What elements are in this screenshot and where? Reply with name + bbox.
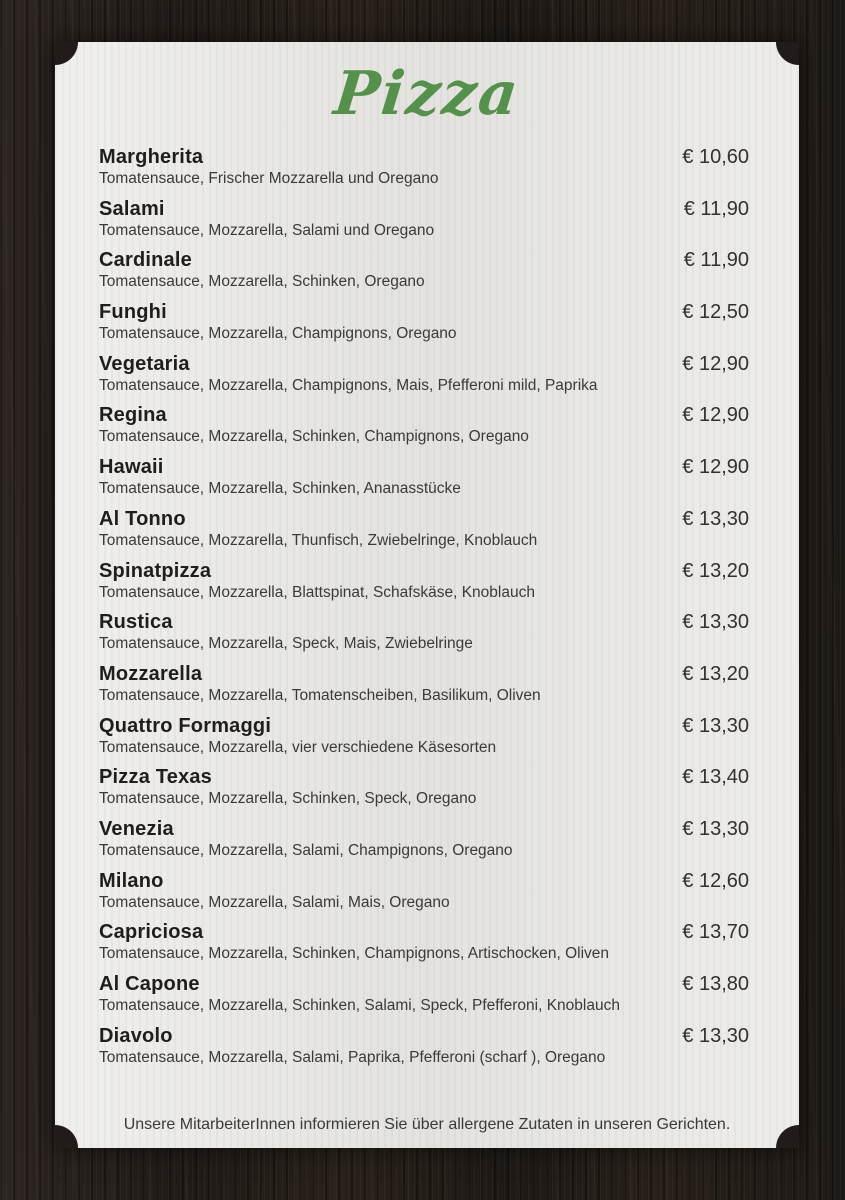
item-name: Cardinale (99, 249, 192, 272)
menu-item-header (99, 560, 749, 583)
menu-item (99, 404, 749, 456)
menu-item-header (99, 818, 749, 841)
item-name: Funghi (99, 301, 167, 324)
item-name: Rustica (99, 611, 173, 634)
menu-item-header (99, 301, 749, 324)
menu-item (99, 818, 749, 870)
menu-item (99, 560, 749, 612)
item-description: Tomatensauce, Mozzarella, Speck, Mais, Zwiebelringe (99, 635, 473, 653)
menu-item (99, 973, 749, 1025)
item-price: € 12,90 (682, 456, 749, 479)
item-description: Tomatensauce, Mozzarella, vier verschiedene Käsesorten (99, 738, 497, 756)
item-name: Mozzarella (99, 662, 203, 685)
menu-item-header (99, 921, 749, 944)
item-name: Hawaii (99, 456, 164, 479)
item-price: € 13,30 (682, 1024, 749, 1047)
item-price: € 12,90 (682, 404, 749, 427)
menu-item-header (99, 198, 749, 221)
menu-item (99, 715, 749, 767)
menu-item (99, 766, 749, 818)
item-name: Capriciosa (99, 921, 204, 944)
item-description: Tomatensauce, Mozzarella, Schinken, Oregano (99, 273, 425, 291)
menu-item (99, 870, 749, 922)
menu-item (99, 508, 749, 560)
item-description: Tomatensauce, Mozzarella, Thunfisch, Zwiebelringe, Knoblauch (99, 531, 538, 549)
menu-item-header (99, 508, 749, 531)
item-price: € 13,30 (682, 507, 749, 530)
item-price: € 10,60 (682, 146, 749, 168)
menu-item-header (99, 715, 749, 738)
item-description: Tomatensauce, Mozzarella, Schinken, Ananasstücke (99, 480, 461, 498)
menu-item (99, 301, 749, 353)
item-price: € 13,30 (682, 611, 749, 634)
item-price: € 12,60 (682, 869, 749, 892)
item-description: Tomatensauce, Mozzarella, Salami, Paprika, Pfefferoni (scharf ), Oregano (99, 1048, 606, 1066)
menu-item-header (99, 353, 749, 376)
item-name: Margherita (99, 146, 204, 168)
menu-item-header (99, 404, 749, 427)
item-price: € 13,80 (682, 973, 749, 995)
menu-item (99, 456, 749, 508)
item-price: € 13,20 (682, 559, 749, 582)
menu-item (99, 146, 749, 198)
item-name: Vegetaria (99, 352, 190, 375)
menu-item-header (99, 973, 749, 996)
item-description: Tomatensauce, Mozzarella, Schinken, Champignons, Artischocken, Oliven (99, 945, 610, 963)
item-name: Venezia (99, 817, 174, 840)
menu-item (99, 198, 749, 250)
item-description: Tomatensauce, Mozzarella, Blattspinat, Schafskäse, Knoblauch (99, 583, 535, 601)
item-price: € 13,20 (682, 662, 749, 685)
item-description: Tomatensauce, Mozzarella, Schinken, Speck, Oregano (99, 790, 477, 808)
menu-item (99, 611, 749, 663)
menu-item-header (99, 456, 749, 479)
menu-item-header (99, 1025, 749, 1048)
menu-item (99, 249, 749, 301)
item-description: Tomatensauce, Mozzarella, Champignons, Oregano (99, 325, 457, 343)
menu-item-header (99, 870, 749, 893)
item-price: € 13,30 (682, 714, 749, 737)
item-price: € 13,40 (682, 766, 749, 789)
item-description: Tomatensauce, Mozzarella, Schinken, Salami, Speck, Pfefferoni, Knoblauch (99, 997, 620, 1014)
item-name: Salami (99, 197, 165, 220)
item-name: Al Tonno (99, 507, 186, 530)
item-description: Tomatensauce, Mozzarella, Schinken, Champignons, Oregano (99, 428, 529, 446)
item-price: € 11,90 (683, 249, 749, 272)
item-name: Milano (99, 869, 164, 892)
menu-item-header (99, 249, 749, 272)
item-description: Tomatensauce, Mozzarella, Champignons, Mais, Pfefferoni mild, Paprika (99, 376, 598, 394)
item-price: € 12,50 (682, 301, 749, 324)
menu-item (99, 663, 749, 715)
item-name: Spinatpizza (99, 559, 212, 582)
item-description: Tomatensauce, Mozzarella, Salami und Oregano (99, 221, 435, 239)
menu-item-header (99, 663, 749, 686)
item-price: € 13,30 (682, 817, 749, 840)
menu-title: Pizza (330, 59, 524, 129)
menu-card (55, 42, 799, 1148)
menu-item-header (99, 766, 749, 789)
item-name: Al Capone (99, 973, 200, 995)
menu-item (99, 353, 749, 405)
item-name: Quattro Formaggi (99, 714, 272, 737)
item-name: Regina (99, 404, 167, 427)
menu-item-header (99, 146, 749, 169)
menu-item-header (99, 611, 749, 634)
item-price: € 11,90 (683, 197, 749, 220)
item-name: Pizza Texas (99, 766, 213, 789)
item-description: Tomatensauce, Mozzarella, Salami, Mais, Oregano (99, 893, 450, 911)
item-description: Tomatensauce, Mozzarella, Salami, Champignons, Oregano (99, 841, 513, 859)
item-description: Tomatensauce, Frischer Mozzarella und Oregano (99, 170, 439, 187)
item-name: Diavolo (99, 1024, 173, 1047)
menu-item (99, 1025, 749, 1077)
menu-item-list (99, 146, 749, 1076)
item-description: Tomatensauce, Mozzarella, Tomatenscheiben, Basilikum, Oliven (99, 686, 541, 704)
menu-item (99, 921, 749, 973)
item-price: € 13,70 (682, 921, 749, 944)
item-price: € 12,90 (682, 352, 749, 375)
allergen-note: Unsere MitarbeiterInnen informieren Sie über allergene Zutaten in unseren Gerichten. (123, 1116, 731, 1133)
